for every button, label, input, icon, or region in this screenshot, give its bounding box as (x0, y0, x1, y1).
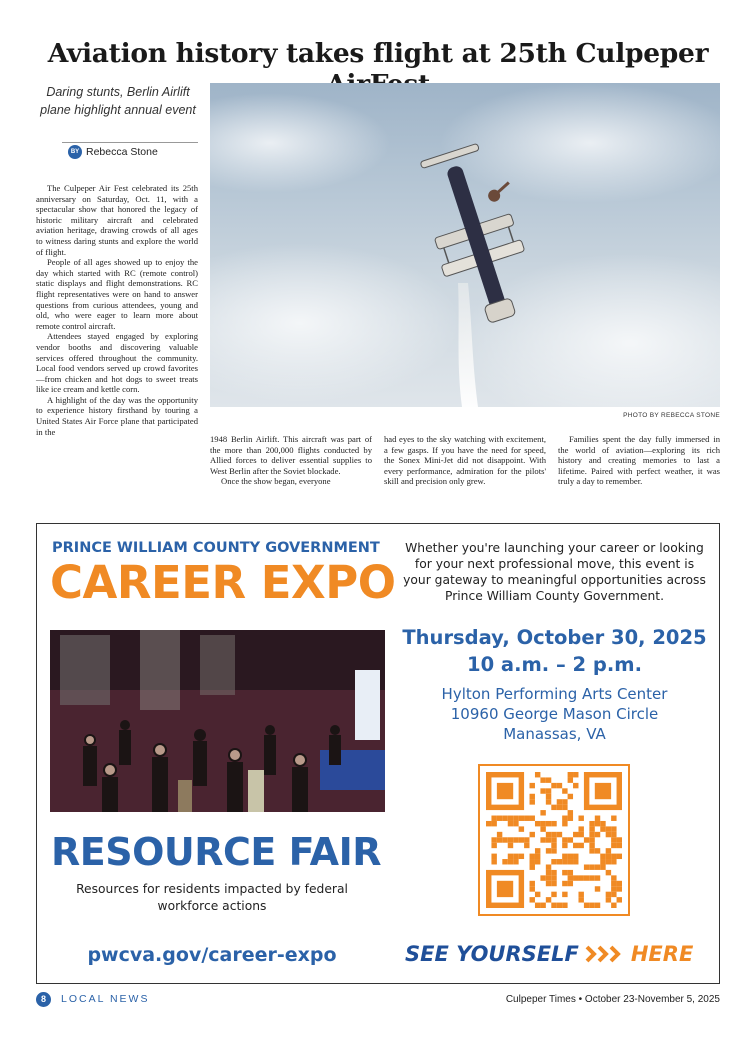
expo-crowd-photo (50, 630, 385, 812)
paragraph: People of all ages showed up to enjoy the day which started with RC (remote control) static displays and flight demonstrations. RC flight representatives were on hand to answer questions from curious attendees, young and old, who were eager to learn more about remote control aircraft. (36, 257, 198, 331)
paragraph: Families spent the day fully immersed in the world of aviation—exploring its rich history and creating memories to last a lifetime. Paired with perfect weather, it was truly a day to remember. (558, 434, 720, 487)
ad-title: CAREER EXPO (50, 556, 396, 609)
ad-intro: Whether you're launching your career or looking for your next professional move, this event is your gateway to meaningful opportunities across Prince William County Government. (403, 541, 706, 603)
publication-info: Culpeper Times • October 23-November 5, 2025 (505, 993, 720, 1005)
resource-fair-title: RESOURCE FAIR (51, 830, 381, 874)
see-yourself-here-tagline (405, 942, 693, 966)
headline: Aviation history takes flight at 25th Culpeper (47, 38, 709, 69)
article-column-4 (558, 434, 720, 487)
qr-code[interactable] (478, 764, 630, 916)
article-column-1 (36, 183, 198, 437)
event-date: Thursday, October 30, 2025 (402, 626, 707, 649)
paragraph: The Culpeper Air Fest celebrated its 25th anniversary on Saturday, Oct. 11, with a spectacular show that honored the legacy of historic military aircraft and celebrated aviation heritage, drawing crowds of all ages to witness daring stunts and explore the world of flight. (36, 183, 198, 257)
qr-code-icon (486, 772, 622, 908)
venue-name: Hylton Performing Arts Center (441, 685, 668, 703)
tagline-here: HERE (630, 942, 694, 966)
event-venue (402, 684, 707, 744)
paragraph: had eyes to the sky watching with excitement, a few gasps. If you have the need for speed, the Sonex Mini-Jet did not disappoint. With every performance, admiration for the pilots' skill and precision only grew. (384, 434, 546, 487)
venue-city: Manassas, VA (503, 725, 606, 743)
paragraph: A highlight of the day was the opportunity to experience history firsthand by touring a United States Air Force plane that participated in the (36, 394, 198, 437)
biplane-photo (210, 83, 720, 407)
paragraph: Once the show began, everyone (221, 476, 331, 487)
chevrons-right-icon (585, 944, 625, 964)
event-time: 10 a.m. – 2 p.m. (467, 653, 642, 676)
page-footer (36, 991, 720, 1007)
paragraph: Attendees stayed engaged by exploring vendor booths and discovering valuable services offered throughout the community. Local food vendors served up crowd favorites—from chicken and hot dogs to sweet treats like ice cream and kettle corn. (36, 331, 198, 395)
section-name: LOCAL NEWS (61, 993, 150, 1005)
career-expo-ad (36, 523, 720, 984)
tagline-see-yourself: SEE YOURSELF (405, 942, 579, 966)
expo-url-link[interactable]: pwcva.gov/career-expo (87, 944, 337, 966)
paragraph: 1948 Berlin Airlift. This aircraft was part of the more than 200,000 flights conducted by Allied forces to deliver essential supplies to West Berlin after the Soviet blockade. (210, 434, 372, 476)
photo-credit: PHOTO BY REBECCA STONE (623, 412, 720, 419)
article-column-2 (210, 434, 372, 487)
resource-fair-subtitle: Resources for residents impacted by federal workforce actions (76, 882, 348, 913)
byline-divider (62, 142, 198, 143)
venue-street: 10960 George Mason Circle (450, 705, 659, 723)
byline (68, 145, 158, 159)
dek: Daring stunts, Berlin Airlift plane highlight annual event (40, 85, 196, 117)
event-datetime (402, 624, 707, 678)
article-column-3 (384, 434, 546, 487)
crowd-illustration (50, 630, 385, 812)
byline-badge: BY (68, 145, 82, 159)
byline-name: Rebecca Stone (86, 146, 158, 158)
biplane-illustration (210, 83, 720, 407)
page-number: 8 (36, 992, 51, 1007)
ad-kicker: PRINCE WILLIAM COUNTY GOVERNMENT (52, 540, 380, 556)
